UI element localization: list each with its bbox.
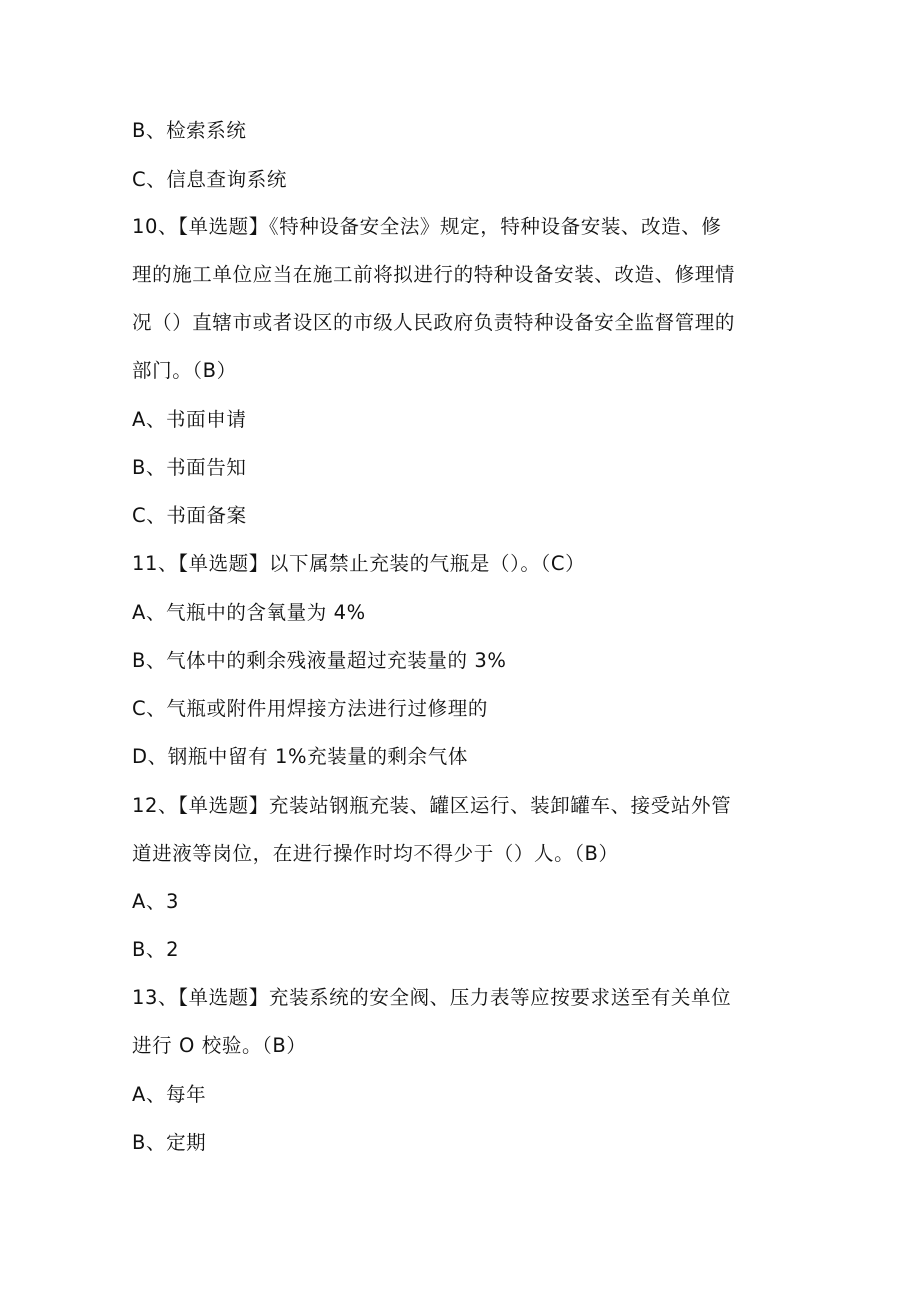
option-q11-c: C、气瓶或附件用焊接方法进行过修理的 <box>132 697 488 720</box>
option-q12-b: B、2 <box>132 938 180 961</box>
option-q11-a: A、气瓶中的含氧量为 4% <box>132 601 366 624</box>
question-10-line-3: 况（）直辖市或者设区的市级人民政府负责特种设备安全监督管理的 <box>132 311 736 334</box>
option-q11-b: B、气体中的剩余残液量超过充装量的 3% <box>132 649 507 672</box>
option-q13-a: A、每年 <box>132 1083 207 1106</box>
option-q9-b: B、检索系统 <box>132 119 247 142</box>
option-q9-c: C、信息查询系统 <box>132 168 287 191</box>
question-10-line-2: 理的施工单位应当在施工前将拟进行的特种设备安装、改造、修理情 <box>132 263 736 286</box>
question-10-line-4: 部门。（B） <box>132 359 237 382</box>
question-13-line-1: 13、【单选题】充装系统的安全阀、压力表等应按要求送至有关单位 <box>132 986 732 1009</box>
question-12-line-2: 道进液等岗位，在进行操作时均不得少于（）人。（B） <box>132 842 619 865</box>
question-11: 11、【单选题】以下属禁止充装的气瓶是（）。（C） <box>132 552 586 575</box>
question-13-line-2: 进行 O 校验。（B） <box>132 1034 307 1057</box>
option-q11-d: D、钢瓶中留有 1%充装量的剩余气体 <box>132 745 468 768</box>
option-q10-c: C、书面备案 <box>132 504 247 527</box>
option-q10-b: B、书面告知 <box>132 456 247 479</box>
option-q12-a: A、3 <box>132 890 180 913</box>
option-q10-a: A、书面申请 <box>132 408 247 431</box>
question-10-line-1: 10、【单选题】《特种设备安全法》规定，特种设备安装、改造、修 <box>132 215 722 238</box>
option-q13-b: B、定期 <box>132 1131 207 1154</box>
question-12-line-1: 12、【单选题】充装站钢瓶充装、罐区运行、装卸罐车、接受站外管 <box>132 794 732 817</box>
